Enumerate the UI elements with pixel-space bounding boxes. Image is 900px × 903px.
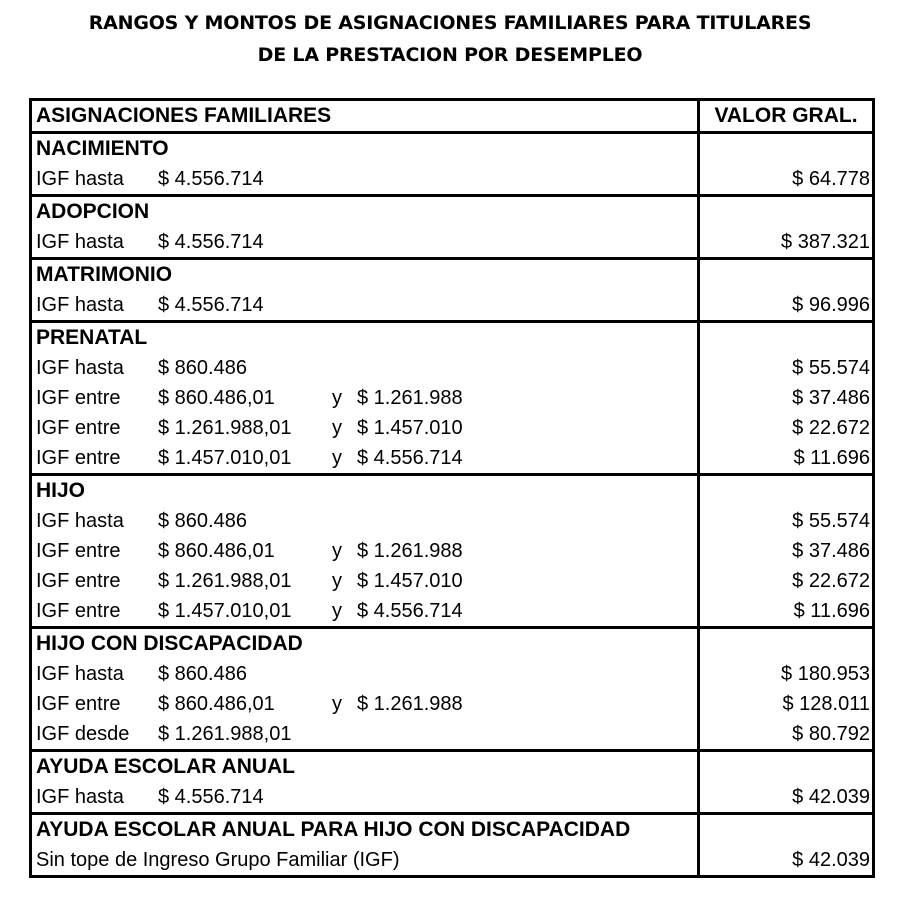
- table-section: [32, 629, 872, 752]
- section-heading: HIJO: [36, 479, 86, 502]
- income-amount-from: $ 860.486,01: [158, 540, 275, 562]
- income-condition-label: IGF desde: [36, 723, 130, 745]
- section-heading-value-spacer: [700, 815, 872, 845]
- income-condition-label: IGF hasta: [36, 294, 124, 316]
- table-header-row: [32, 101, 872, 134]
- table-row: [32, 353, 697, 383]
- section-heading: HIJO CON DISCAPACIDAD: [36, 632, 303, 655]
- section-note: Sin tope de Ingreso Grupo Familiar (IGF): [36, 849, 400, 871]
- section-description-cell: [32, 629, 700, 749]
- range-conjunction: y: [332, 447, 342, 469]
- table-row: [32, 443, 697, 473]
- section-heading-value-spacer: [700, 476, 872, 506]
- allowance-value: $ 128.011: [782, 693, 870, 715]
- allowance-value: $ 42.039: [792, 786, 870, 808]
- income-condition-label: IGF hasta: [36, 357, 124, 379]
- section-heading: MATRIMONIO: [36, 263, 173, 286]
- income-condition-label: IGF entre: [36, 540, 121, 562]
- table-section: [32, 260, 872, 323]
- section-heading: ADOPCION: [36, 200, 150, 223]
- income-amount-from: $ 860.486: [158, 357, 247, 379]
- section-heading: AYUDA ESCOLAR ANUAL: [36, 755, 296, 778]
- table-row: [32, 689, 697, 719]
- income-condition-label: IGF hasta: [36, 786, 124, 808]
- income-amount-from: $ 860.486: [158, 663, 247, 685]
- section-value-cell: [700, 476, 872, 626]
- allowance-value: $ 55.574: [792, 357, 870, 379]
- section-value-cell: [700, 629, 872, 749]
- range-conjunction: y: [332, 570, 342, 592]
- allowance-value: $ 387.321: [781, 231, 870, 253]
- income-amount-from: $ 1.457.010,01: [158, 600, 292, 622]
- income-amount-from: $ 1.261.988,01: [158, 723, 292, 745]
- income-condition-label: IGF entre: [36, 600, 121, 622]
- allowance-value: $ 22.672: [792, 417, 870, 439]
- range-conjunction: y: [332, 600, 342, 622]
- income-amount-from: $ 860.486,01: [158, 387, 275, 409]
- income-amount-from: $ 1.261.988,01: [158, 417, 292, 439]
- income-amount-from: $ 4.556.714: [158, 168, 264, 190]
- allowance-value: $ 11.696: [793, 600, 870, 622]
- section-description-cell: [32, 197, 700, 257]
- income-amount-from: $ 860.486,01: [158, 693, 275, 715]
- section-value-cell: [700, 134, 872, 194]
- table-section: [32, 197, 872, 260]
- table-row: [32, 659, 697, 689]
- column-header-asignaciones: ASIGNACIONES FAMILIARES: [32, 101, 700, 131]
- section-heading-value-spacer: [700, 323, 872, 353]
- income-amount-to: $ 1.261.988: [357, 387, 463, 409]
- income-amount-to: $ 4.556.714: [357, 600, 463, 622]
- table-row: [32, 383, 697, 413]
- income-amount-from: $ 4.556.714: [158, 786, 264, 808]
- income-amount-to: $ 1.457.010: [357, 570, 463, 592]
- table-row: [32, 536, 697, 566]
- column-header-valor: VALOR GRAL.: [714, 104, 858, 127]
- income-condition-label: IGF hasta: [36, 231, 124, 253]
- allowance-value: $ 180.953: [781, 663, 870, 685]
- section-heading-value-spacer: [700, 629, 872, 659]
- section-description-cell: [32, 752, 700, 812]
- table-row: [32, 227, 697, 257]
- section-heading-value-spacer: [700, 752, 872, 782]
- table-body: [32, 134, 872, 875]
- section-value-cell: [700, 323, 872, 473]
- section-heading-value-spacer: [700, 197, 872, 227]
- table-row: [32, 290, 697, 320]
- table-row: [32, 506, 697, 536]
- allowance-value: $ 55.574: [792, 510, 870, 532]
- section-description-cell: [32, 260, 700, 320]
- table-section: [32, 323, 872, 476]
- section-description-cell: [32, 476, 700, 626]
- allowance-value: $ 37.486: [792, 387, 870, 409]
- section-description-cell: [32, 323, 700, 473]
- section-description-cell: [32, 134, 700, 194]
- income-condition-label: IGF entre: [36, 387, 121, 409]
- income-amount-from: $ 4.556.714: [158, 294, 264, 316]
- income-condition-label: IGF hasta: [36, 510, 124, 532]
- income-amount-from: $ 1.261.988,01: [158, 570, 292, 592]
- table-section: [32, 476, 872, 629]
- section-heading-value-spacer: [700, 260, 872, 290]
- table-section: [32, 815, 872, 875]
- table-row: [32, 566, 697, 596]
- allowances-table: [29, 98, 875, 878]
- table-row: [32, 719, 697, 749]
- allowance-value: $ 11.696: [793, 447, 870, 469]
- section-description-cell: [32, 815, 700, 875]
- income-amount-to: $ 1.261.988: [357, 693, 463, 715]
- income-amount-to: $ 1.457.010: [357, 417, 463, 439]
- income-amount-from: $ 1.457.010,01: [158, 447, 292, 469]
- income-condition-label: IGF entre: [36, 417, 121, 439]
- table-section: [32, 134, 872, 197]
- table-row: [32, 413, 697, 443]
- range-conjunction: y: [332, 693, 342, 715]
- table-row: [32, 596, 697, 626]
- allowance-value: $ 42.039: [792, 849, 870, 871]
- income-amount-from: $ 4.556.714: [158, 231, 264, 253]
- allowance-value: $ 64.778: [792, 168, 870, 190]
- table-row: [32, 164, 697, 194]
- income-condition-label: IGF entre: [36, 570, 121, 592]
- section-heading-value-spacer: [700, 134, 872, 164]
- table-section: [32, 752, 872, 815]
- income-amount-from: $ 860.486: [158, 510, 247, 532]
- table-row: [32, 782, 697, 812]
- range-conjunction: y: [332, 540, 342, 562]
- income-condition-label: IGF entre: [36, 693, 121, 715]
- section-value-cell: [700, 752, 872, 812]
- income-amount-to: $ 1.261.988: [357, 540, 463, 562]
- range-conjunction: y: [332, 417, 342, 439]
- section-heading: NACIMIENTO: [36, 137, 169, 160]
- section-heading: PRENATAL: [36, 326, 148, 349]
- section-value-cell: [700, 260, 872, 320]
- allowance-value: $ 22.672: [792, 570, 870, 592]
- income-amount-to: $ 4.556.714: [357, 447, 463, 469]
- document-title-line-1: RANGOS Y MONTOS DE ASIGNACIONES FAMILIARES PARA TITULARES: [88, 12, 812, 34]
- allowance-value: $ 80.792: [792, 723, 870, 745]
- document-title-line-2: DE LA PRESTACION POR DESEMPLEO: [257, 44, 643, 66]
- allowance-value: $ 96.996: [792, 294, 870, 316]
- allowance-value: $ 37.486: [792, 540, 870, 562]
- income-condition-label: IGF entre: [36, 447, 121, 469]
- income-condition-label: IGF hasta: [36, 168, 124, 190]
- range-conjunction: y: [332, 387, 342, 409]
- section-value-cell: [700, 815, 872, 875]
- income-condition-label: IGF hasta: [36, 663, 124, 685]
- section-value-cell: [700, 197, 872, 257]
- section-heading: AYUDA ESCOLAR ANUAL PARA HIJO CON DISCAPACIDAD: [36, 818, 631, 841]
